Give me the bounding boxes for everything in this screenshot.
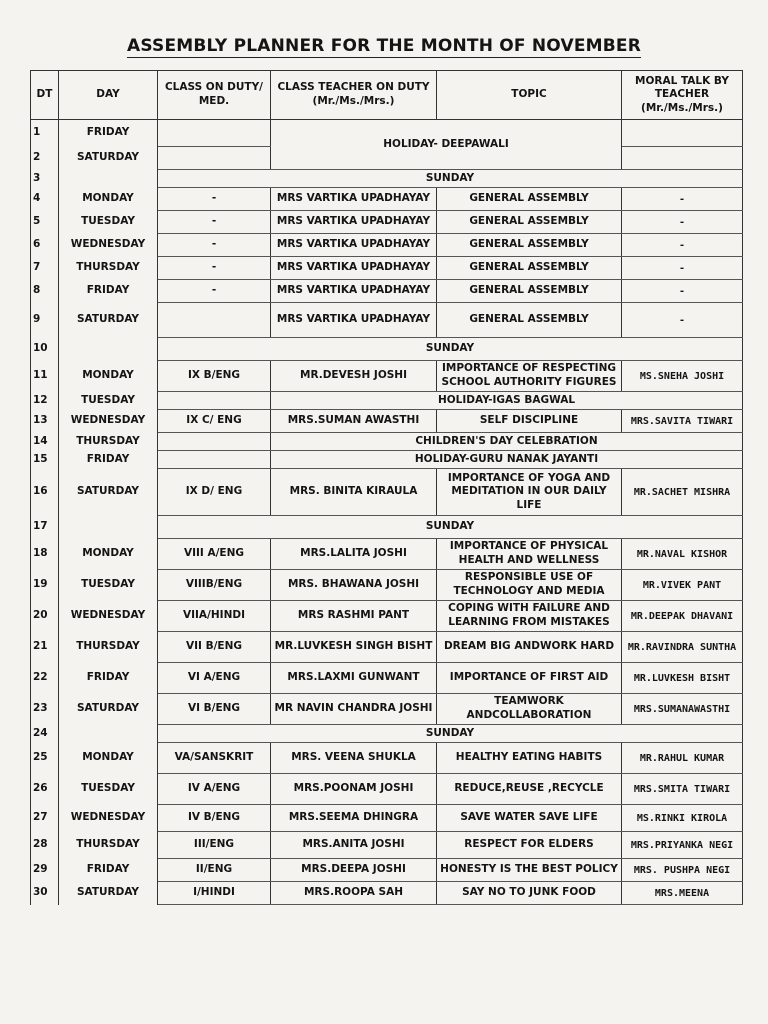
- page-title: [0, 36, 768, 56]
- row-moral: [622, 120, 743, 147]
- row-date: 8: [31, 280, 59, 303]
- row-class: [158, 147, 271, 170]
- row-topic: GENERAL ASSEMBLY: [437, 211, 622, 234]
- row-day: SATURDAY: [59, 303, 158, 338]
- row-topic: SELF DISCIPLINE: [437, 410, 622, 433]
- row-moral: -: [622, 280, 743, 303]
- row-class: II/ENG: [158, 859, 271, 882]
- row-date: 22: [31, 663, 59, 694]
- row-class: VI B/ENG: [158, 694, 271, 725]
- table-row: [31, 170, 743, 188]
- row-day: FRIDAY: [59, 280, 158, 303]
- sunday-banner: SUNDAY: [158, 725, 743, 743]
- row-date: 27: [31, 805, 59, 832]
- row-date: 2: [31, 147, 59, 170]
- row-day: SATURDAY: [59, 694, 158, 725]
- row-moral: MR.DEEPAK DHAVANI: [622, 601, 743, 632]
- row-moral: MR.VIVEK PANT: [622, 570, 743, 601]
- row-date: 18: [31, 539, 59, 570]
- table-row: [31, 539, 743, 570]
- table-row: [31, 694, 743, 725]
- row-day: WEDNESDAY: [59, 601, 158, 632]
- row-teacher: MRS VARTIKA UPADHAYAY: [271, 303, 437, 338]
- row-date: 16: [31, 469, 59, 516]
- header-topic: TOPIC: [437, 71, 622, 120]
- row-teacher: MR NAVIN CHANDRA JOSHI: [271, 694, 437, 725]
- sunday-banner: SUNDAY: [158, 338, 743, 361]
- row-moral: MR.RAHUL KUMAR: [622, 743, 743, 774]
- row-topic: IMPORTANCE OF PHYSICAL HEALTH AND WELLNESS: [437, 539, 622, 570]
- holiday-banner: HOLIDAY-GURU NANAK JAYANTI: [271, 451, 743, 469]
- row-teacher: MRS.LALITA JOSHI: [271, 539, 437, 570]
- row-teacher: MRS RASHMI PANT: [271, 601, 437, 632]
- table-row: [31, 120, 743, 147]
- row-class: -: [158, 257, 271, 280]
- row-topic: DREAM BIG ANDWORK HARD: [437, 632, 622, 663]
- row-class: [158, 451, 271, 469]
- row-day: MONDAY: [59, 188, 158, 211]
- row-topic: GENERAL ASSEMBLY: [437, 188, 622, 211]
- table-row: [31, 451, 743, 469]
- row-topic: COPING WITH FAILURE AND LEARNING FROM MISTAKES: [437, 601, 622, 632]
- row-date: 19: [31, 570, 59, 601]
- row-day: TUESDAY: [59, 392, 158, 410]
- row-topic: HEALTHY EATING HABITS: [437, 743, 622, 774]
- row-day: TUESDAY: [59, 570, 158, 601]
- row-moral: MRS.MEENA: [622, 882, 743, 905]
- row-teacher: MRS.SEEMA DHINGRA: [271, 805, 437, 832]
- row-date: 15: [31, 451, 59, 469]
- row-day: MONDAY: [59, 539, 158, 570]
- table-row: [31, 663, 743, 694]
- row-moral: -: [622, 211, 743, 234]
- row-class: [158, 433, 271, 451]
- row-date: 10: [31, 338, 59, 361]
- table-row: [31, 725, 743, 743]
- row-teacher: MRS.ANITA JOSHI: [271, 832, 437, 859]
- row-class: IX C/ ENG: [158, 410, 271, 433]
- row-date: 28: [31, 832, 59, 859]
- row-topic: HONESTY IS THE BEST POLICY: [437, 859, 622, 882]
- row-day: THURSDAY: [59, 832, 158, 859]
- row-class: IX B/ENG: [158, 361, 271, 392]
- row-teacher: MRS VARTIKA UPADHAYAY: [271, 257, 437, 280]
- table-row: [31, 516, 743, 539]
- row-class: VII B/ENG: [158, 632, 271, 663]
- row-date: 12: [31, 392, 59, 410]
- row-moral: -: [622, 303, 743, 338]
- row-class: VIIIB/ENG: [158, 570, 271, 601]
- row-topic: RESPECT FOR ELDERS: [437, 832, 622, 859]
- row-date: 11: [31, 361, 59, 392]
- holiday-banner: HOLIDAY- DEEPAWALI: [271, 120, 622, 170]
- row-date: 9: [31, 303, 59, 338]
- sunday-banner: SUNDAY: [158, 170, 743, 188]
- row-class: III/ENG: [158, 832, 271, 859]
- row-date: 17: [31, 516, 59, 539]
- row-moral: MRS.SMITA TIWARI: [622, 774, 743, 805]
- table-row: [31, 211, 743, 234]
- row-day: SATURDAY: [59, 469, 158, 516]
- row-moral: MS.RINKI KIROLA: [622, 805, 743, 832]
- row-date: 5: [31, 211, 59, 234]
- header-teacher: CLASS TEACHER ON DUTY (Mr./Ms./Mrs.): [271, 71, 437, 120]
- row-moral: [622, 147, 743, 170]
- row-topic: RESPONSIBLE USE OF TECHNOLOGY AND MEDIA: [437, 570, 622, 601]
- row-class: [158, 392, 271, 410]
- row-class: VI A/ENG: [158, 663, 271, 694]
- row-moral: -: [622, 188, 743, 211]
- row-class: IX D/ ENG: [158, 469, 271, 516]
- row-day: THURSDAY: [59, 433, 158, 451]
- row-moral: MR.NAVAL KISHOR: [622, 539, 743, 570]
- row-day: FRIDAY: [59, 663, 158, 694]
- row-date: 26: [31, 774, 59, 805]
- row-moral: -: [622, 257, 743, 280]
- row-day: [59, 725, 158, 743]
- row-teacher: MR.LUVKESH SINGH BISHT: [271, 632, 437, 663]
- table-row: [31, 774, 743, 805]
- row-class: VA/SANSKRIT: [158, 743, 271, 774]
- table-row: [31, 601, 743, 632]
- table-row: [31, 338, 743, 361]
- row-class: [158, 303, 271, 338]
- row-day: THURSDAY: [59, 632, 158, 663]
- table-row: [31, 433, 743, 451]
- row-date: 7: [31, 257, 59, 280]
- row-topic: SAY NO TO JUNK FOOD: [437, 882, 622, 905]
- row-topic: IMPORTANCE OF FIRST AID: [437, 663, 622, 694]
- row-day: FRIDAY: [59, 859, 158, 882]
- row-day: SATURDAY: [59, 882, 158, 905]
- table-row: [31, 392, 743, 410]
- table-row: [31, 361, 743, 392]
- row-day: MONDAY: [59, 361, 158, 392]
- row-day: [59, 338, 158, 361]
- header-dt: DT: [31, 71, 59, 120]
- row-teacher: MRS.DEEPA JOSHI: [271, 859, 437, 882]
- row-date: 21: [31, 632, 59, 663]
- holiday-banner: HOLIDAY-IGAS BAGWAL: [271, 392, 743, 410]
- row-teacher: MRS VARTIKA UPADHAYAY: [271, 211, 437, 234]
- row-class: -: [158, 188, 271, 211]
- row-date: 24: [31, 725, 59, 743]
- row-class: IV A/ENG: [158, 774, 271, 805]
- row-moral: -: [622, 234, 743, 257]
- row-moral: MRS.SAVITA TIWARI: [622, 410, 743, 433]
- row-moral: MRS.SUMANAWASTHI: [622, 694, 743, 725]
- row-class: I/HINDI: [158, 882, 271, 905]
- row-moral: MR.LUVKESH BISHT: [622, 663, 743, 694]
- row-class: [158, 120, 271, 147]
- row-moral: MR.RAVINDRA SUNTHA: [622, 632, 743, 663]
- row-teacher: MRS VARTIKA UPADHAYAY: [271, 234, 437, 257]
- row-day: TUESDAY: [59, 211, 158, 234]
- row-date: 23: [31, 694, 59, 725]
- row-date: 1: [31, 120, 59, 147]
- row-teacher: MRS.LAXMI GUNWANT: [271, 663, 437, 694]
- row-day: THURSDAY: [59, 257, 158, 280]
- row-day: TUESDAY: [59, 774, 158, 805]
- table-row: [31, 469, 743, 516]
- row-day: FRIDAY: [59, 451, 158, 469]
- row-day: SATURDAY: [59, 147, 158, 170]
- row-teacher: MRS VARTIKA UPADHAYAY: [271, 188, 437, 211]
- row-teacher: MRS.SUMAN AWASTHI: [271, 410, 437, 433]
- row-date: 20: [31, 601, 59, 632]
- row-topic: REDUCE,REUSE ,RECYCLE: [437, 774, 622, 805]
- row-teacher: MRS VARTIKA UPADHAYAY: [271, 280, 437, 303]
- table-row: [31, 410, 743, 433]
- table-row: [31, 805, 743, 832]
- table-row: [31, 257, 743, 280]
- table-row: [31, 743, 743, 774]
- row-class: -: [158, 234, 271, 257]
- row-class: IV B/ENG: [158, 805, 271, 832]
- row-date: 6: [31, 234, 59, 257]
- row-teacher: MR.DEVESH JOSHI: [271, 361, 437, 392]
- header-class: CLASS ON DUTY/ MED.: [158, 71, 271, 120]
- row-date: 3: [31, 170, 59, 188]
- row-class: -: [158, 211, 271, 234]
- row-day: [59, 170, 158, 188]
- row-topic: IMPORTANCE OF RESPECTING SCHOOL AUTHORITY FIGURES: [437, 361, 622, 392]
- table-row: [31, 882, 743, 905]
- row-moral: MRS.PRIYANKA NEGI: [622, 832, 743, 859]
- row-class: VIIA/HINDI: [158, 601, 271, 632]
- row-moral: MS.SNEHA JOSHI: [622, 361, 743, 392]
- row-date: 29: [31, 859, 59, 882]
- table-row: [31, 570, 743, 601]
- row-topic: GENERAL ASSEMBLY: [437, 234, 622, 257]
- row-date: 4: [31, 188, 59, 211]
- row-date: 13: [31, 410, 59, 433]
- row-day: [59, 516, 158, 539]
- row-topic: GENERAL ASSEMBLY: [437, 257, 622, 280]
- sunday-banner: SUNDAY: [158, 516, 743, 539]
- assembly-planner-table: [30, 70, 743, 905]
- row-date: 30: [31, 882, 59, 905]
- row-date: 25: [31, 743, 59, 774]
- row-date: 14: [31, 433, 59, 451]
- table-row: [31, 234, 743, 257]
- row-day: WEDNESDAY: [59, 234, 158, 257]
- row-day: FRIDAY: [59, 120, 158, 147]
- header-day: DAY: [59, 71, 158, 120]
- row-day: WEDNESDAY: [59, 410, 158, 433]
- row-topic: GENERAL ASSEMBLY: [437, 280, 622, 303]
- row-teacher: MRS. BINITA KIRAULA: [271, 469, 437, 516]
- row-day: MONDAY: [59, 743, 158, 774]
- row-teacher: MRS.ROOPA SAH: [271, 882, 437, 905]
- row-topic: TEAMWORK ANDCOLLABORATION: [437, 694, 622, 725]
- table-row: [31, 303, 743, 338]
- table-row: [31, 280, 743, 303]
- title-text: ASSEMBLY PLANNER FOR THE MONTH OF NOVEMBER: [126, 36, 642, 56]
- row-topic: SAVE WATER SAVE LIFE: [437, 805, 622, 832]
- row-topic: IMPORTANCE OF YOGA AND MEDITATION IN OUR DAILY LIFE: [437, 469, 622, 516]
- celebration-banner: CHILDREN'S DAY CELEBRATION: [271, 433, 743, 451]
- header-moral: MORAL TALK BY TEACHER (Mr./Ms./Mrs.): [622, 71, 743, 120]
- row-teacher: MRS. BHAWANA JOSHI: [271, 570, 437, 601]
- row-topic: GENERAL ASSEMBLY: [437, 303, 622, 338]
- row-moral: MR.SACHET MISHRA: [622, 469, 743, 516]
- row-teacher: MRS. VEENA SHUKLA: [271, 743, 437, 774]
- row-moral: MRS. PUSHPA NEGI: [622, 859, 743, 882]
- table-row: [31, 632, 743, 663]
- row-class: VIII A/ENG: [158, 539, 271, 570]
- header-row: [31, 71, 743, 120]
- table-row: [31, 859, 743, 882]
- row-day: WEDNESDAY: [59, 805, 158, 832]
- table-row: [31, 832, 743, 859]
- row-teacher: MRS.POONAM JOSHI: [271, 774, 437, 805]
- row-class: -: [158, 280, 271, 303]
- table-row: [31, 188, 743, 211]
